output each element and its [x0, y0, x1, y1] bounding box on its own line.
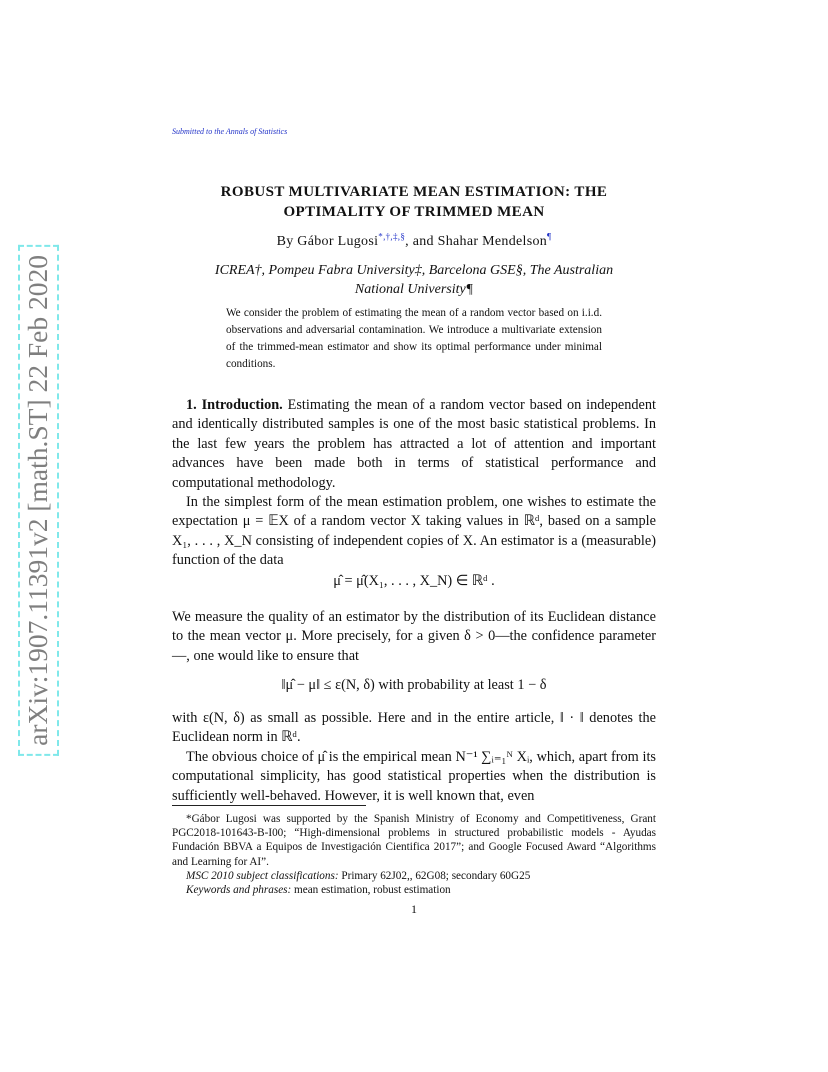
author-mendelson: , and Shahar Mendelson	[405, 234, 548, 249]
keywords-value: mean estimation, robust estimation	[291, 884, 451, 897]
affiliation-line-2: National University¶	[354, 282, 474, 297]
title-line-2: OPTIMALITY OF TRIMMED MEAN	[283, 204, 545, 220]
intro-p2: In the simplest form of the mean estimation problem, one wishes to estimate the expectation μ = 𝔼X of a random vector X taking values in ℝᵈ, based on a sample X₁, . . . , X_N consisting of independent copies of X. An estimator is a (measurable) function of the data	[172, 494, 656, 569]
arxiv-stamp	[15, 250, 61, 750]
abstract: We consider the problem of estimating the mean of a random vector based on i.i.d. observations and adversarial contamination. We introduce a multivariate extension of the trimmed-mean estimator and show its optimal performance under minimal conditions.	[226, 307, 602, 370]
msc-value: Primary 62J02,, 62G08; secondary 60G25	[338, 869, 531, 882]
keywords-line	[172, 883, 656, 897]
author-lugosi: By Gábor Lugosi	[276, 234, 379, 249]
page-number: 1	[411, 902, 417, 916]
paper-title	[172, 182, 656, 222]
keywords-label: Keywords and phrases:	[186, 884, 292, 897]
arxiv-stamp-text: arXiv:1907.11391v2 [math.ST] 22 Feb 2020	[18, 245, 59, 756]
equation-guarantee: ‖μ̂ − μ‖ ≤ ε(N, δ) with probability at least 1 − δ	[281, 677, 547, 693]
title-line-1: ROBUST MULTIVARIATE MEAN ESTIMATION: THE	[220, 184, 608, 200]
section-heading: 1. Introduction.	[186, 397, 283, 413]
msc-label: MSC 2010 subject classifications:	[186, 869, 339, 882]
msc-line	[172, 869, 656, 883]
intro-p5: The obvious choice of μ̂ is the empirical mean N⁻¹ ∑ᵢ₌₁ᴺ Xᵢ, which, apart from its computational simplicity, has good statistical properties when the distribution is sufficiently well-behaved. However, it is well known that, even	[172, 748, 656, 804]
intro-paragraph-3: We measure the quality of an estimator by the distribution of its Euclidean distance to the mean vector μ. More precisely, for a given δ > 0—the confidence parameter—, one would like to ensure that	[172, 609, 656, 664]
mendelson-footnote-mark[interactable]: ¶	[547, 231, 552, 242]
author-line	[172, 231, 656, 250]
funding-footnote: *Gábor Lugosi was supported by the Spanish Ministry of Economy and Competitiveness, Grant PGC2018-101643-B-I00; “High-dimensional problems in structured probabilistic models - Ayudas Fundación BBVA a Equipos de Investigación Cientifica 2017”; and Google Focused Award “Algorithms and Learning for AI”.	[172, 813, 656, 868]
intro-p1-text: Estimating the mean of a random vector based on independent and identically distributed samples is one of the most basic statistical problems. In the last few years the problem has attracted a lot of attention and important advances have been made both in terms of statistical performance and computational methodology.	[172, 397, 657, 491]
equation-estimator: μ̂ = μ̂(X₁, . . . , X_N) ∈ ℝᵈ .	[333, 573, 495, 589]
affiliation-line-1: ICREA†, Pompeu Fabra University‡, Barcelona GSE§, The Australian	[214, 263, 614, 278]
intro-p4: with ε(N, δ) as small as possible. Here and in the entire article, ‖ · ‖ denotes the Euclidean norm in ℝᵈ.	[172, 710, 656, 746]
intro-paragraph-1	[172, 396, 656, 571]
footnotes	[172, 812, 656, 897]
lugosi-footnote-marks[interactable]: *,†,‡,§	[378, 231, 406, 242]
submitted-note: Submitted to the Annals of Statistics	[172, 127, 288, 136]
affiliations	[172, 261, 656, 299]
intro-paragraph-4	[172, 709, 656, 806]
footnote-rule	[172, 805, 366, 806]
